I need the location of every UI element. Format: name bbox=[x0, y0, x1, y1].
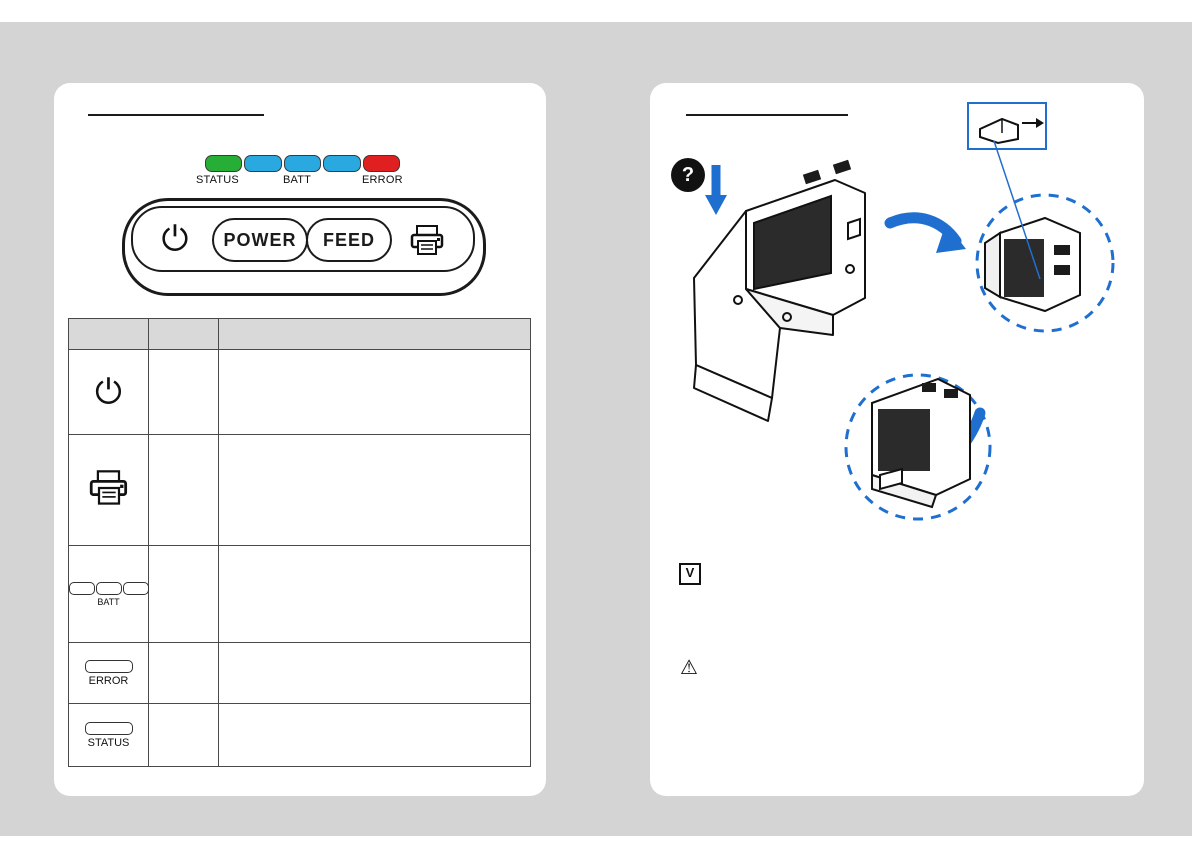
batt-led-3 bbox=[123, 582, 149, 595]
row-status-icon bbox=[69, 704, 149, 767]
status-led-label: STATUS bbox=[196, 174, 239, 186]
table-row bbox=[69, 350, 531, 435]
power-icon: ⏻ bbox=[161, 220, 189, 258]
error-icon-label: ERROR bbox=[88, 674, 129, 687]
error-led bbox=[85, 660, 133, 673]
error-led-label: ERROR bbox=[362, 174, 403, 186]
batt-led-1 bbox=[69, 582, 95, 595]
status-icon-label: STATUS bbox=[87, 736, 130, 749]
error-led bbox=[363, 155, 400, 172]
row-batt-name bbox=[149, 546, 219, 643]
table-header-description bbox=[219, 319, 531, 350]
batt-led-2 bbox=[284, 155, 321, 172]
row-power-description bbox=[219, 350, 531, 435]
left-section-rule bbox=[88, 114, 264, 116]
table-row bbox=[69, 546, 531, 643]
bottom-white-margin bbox=[0, 836, 1192, 851]
right-page bbox=[650, 83, 1144, 796]
row-printer-name bbox=[149, 435, 219, 546]
row-error-name bbox=[149, 643, 219, 704]
row-status-name bbox=[149, 704, 219, 767]
indicator-legend-table bbox=[68, 318, 531, 767]
printer-icon bbox=[410, 224, 446, 256]
feed-button[interactable]: FEED bbox=[306, 218, 392, 262]
batt-led-group bbox=[69, 582, 149, 595]
table-row bbox=[69, 643, 531, 704]
question-badge-icon: ? bbox=[671, 158, 705, 192]
status-led bbox=[205, 155, 242, 172]
table-row bbox=[69, 435, 531, 546]
row-batt-description bbox=[219, 546, 531, 643]
row-printer-description bbox=[219, 435, 531, 546]
printer-icon bbox=[89, 469, 129, 507]
row-batt-icon bbox=[69, 546, 149, 643]
row-error-icon bbox=[69, 643, 149, 704]
top-white-margin bbox=[0, 0, 1192, 22]
batt-led-3 bbox=[323, 155, 360, 172]
check-note-icon: V bbox=[679, 563, 701, 585]
row-printer-icon bbox=[69, 435, 149, 546]
row-error-description bbox=[219, 643, 531, 704]
row-status-description bbox=[219, 704, 531, 767]
right-section-rule bbox=[686, 114, 848, 116]
batt-led-1 bbox=[244, 155, 281, 172]
batt-led-label: BATT bbox=[283, 174, 312, 186]
row-power-name bbox=[149, 350, 219, 435]
led-indicator-bar bbox=[205, 155, 400, 172]
status-led bbox=[85, 722, 133, 735]
batt-led-2 bbox=[96, 582, 122, 595]
table-header-name bbox=[149, 319, 219, 350]
batt-icon-label: BATT bbox=[97, 596, 120, 607]
table-header-row bbox=[69, 319, 531, 350]
table-header-icon bbox=[69, 319, 149, 350]
warning-note-icon: ⚠ bbox=[680, 657, 698, 679]
table-row bbox=[69, 704, 531, 767]
power-icon: ⏻ bbox=[95, 373, 122, 411]
power-button[interactable]: POWER bbox=[212, 218, 308, 262]
row-power-icon bbox=[69, 350, 149, 435]
